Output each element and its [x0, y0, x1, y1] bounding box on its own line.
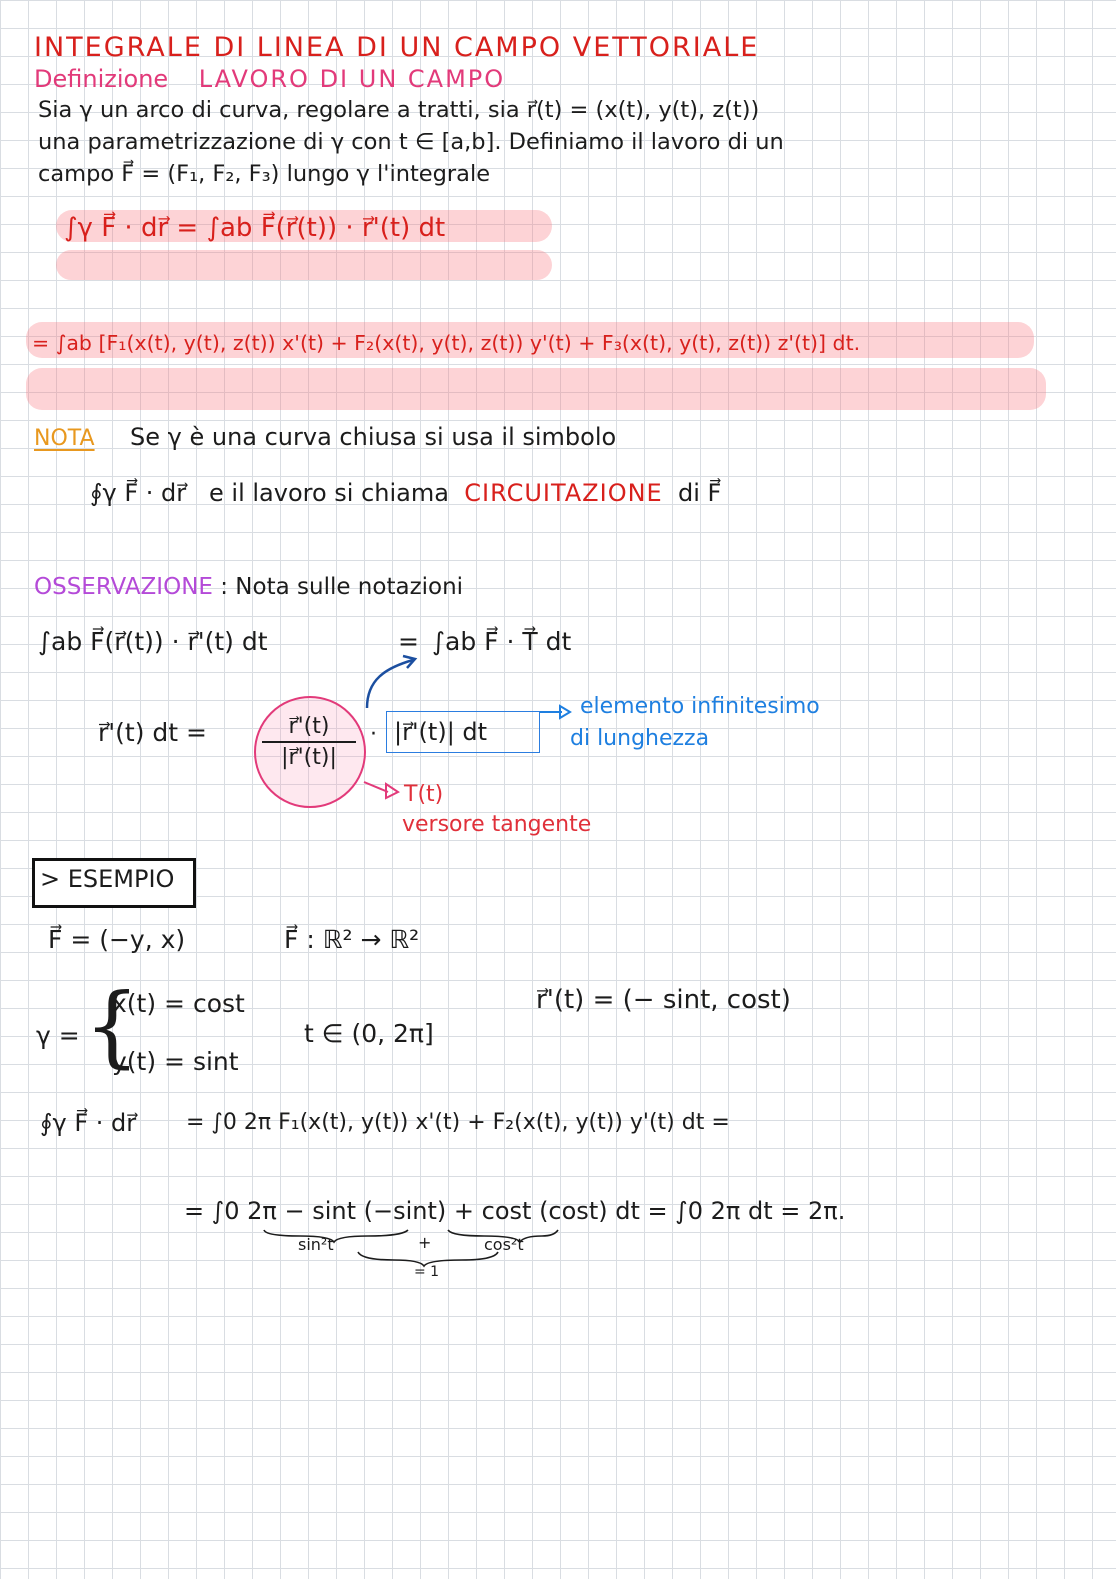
blue-note-line1: elemento infinitesimo [580, 694, 820, 719]
formula-highlight [56, 250, 552, 280]
arrow-right-icon [538, 702, 572, 722]
curved-arrow-icon [355, 650, 425, 710]
under-plus: + [418, 1233, 432, 1252]
work-integral-formula: ∫γ F⃗ · dr⃗ = ∫ab F⃗(r⃗(t)) · r⃗'(t) dt [64, 213, 446, 243]
r-prime: r⃗'(t) = (− sint, cost) [536, 985, 791, 1015]
example-field-map: F⃗ : ℝ² → ℝ² [284, 925, 420, 954]
observation-heading [34, 574, 463, 600]
blue-note-line2: di lunghezza [570, 726, 710, 751]
arrow-right-icon [362, 780, 402, 802]
observation-text: : Nota sulle notazioni [220, 574, 464, 600]
definition-topic: LAVORO DI UN CAMPO [198, 65, 506, 93]
example-line1: = ∫0 2π F₁(x(t), y(t)) x'(t) + F₂(x(t), y(t)) y'(t) dt = [186, 1110, 730, 1135]
gamma-label: γ = [36, 1021, 80, 1050]
nota-text2: e il lavoro si chiama [209, 479, 449, 507]
under-cos: cos²t [484, 1235, 524, 1254]
observation-eq2-left: r⃗'(t) dt = [98, 718, 207, 747]
pink-note-line1: T(t) [404, 782, 444, 807]
example-line2: = ∫0 2π − sint (−sint) + cost (cost) dt = ∫0 2π dt = 2π. [184, 1197, 846, 1225]
observation-eq-sign: = [398, 627, 419, 656]
t-range: t ∈ (0, 2π] [304, 1019, 434, 1048]
intro-line: campo F⃗ = (F₁, F₂, F₃) lungo γ l'integrale [38, 161, 491, 187]
closed-integral-symbol: ∮γ F⃗ · dr⃗ [90, 479, 187, 507]
page-title: INTEGRALE DI LINEA DI UN CAMPO VETTORIALE [34, 32, 760, 63]
nota-label: NOTA [34, 426, 95, 451]
observation-eq-right: ∫ab F⃗ · T⃗ dt [432, 627, 572, 656]
section-heading [34, 66, 505, 94]
nota-text3: di F⃗ [677, 479, 722, 507]
example-field: F⃗ = (−y, x) [48, 925, 186, 954]
definition-label: Definizione [34, 65, 169, 93]
arc-length-element: |r⃗'(t)| dt [394, 718, 488, 746]
fraction-bar [262, 741, 356, 743]
param-x: x(t) = cost [112, 989, 245, 1018]
intro-line: Sia γ un arco di curva, regolare a tratti, sia r⃗(t) = (x(t), y(t), z(t)) [38, 97, 760, 123]
fraction-numerator: r⃗'(t) [288, 714, 330, 739]
intro-line: una parametrizzazione di γ con t ∈ [a,b]. Definiamo il lavoro di un [38, 129, 784, 155]
dot-operator: · [370, 722, 377, 747]
under-one: = 1 [414, 1264, 440, 1280]
under-sin: sin²t [298, 1235, 334, 1254]
nota-text: Se γ è una curva chiusa si usa il simbolo [130, 423, 617, 451]
expanded-work-formula: = ∫ab [F₁(x(t), y(t), z(t)) x'(t) + F₂(x(t), y(t), z(t)) y'(t) + F₃(x(t), y(t), z(t)) z'(t)] dt. [32, 331, 861, 355]
nota-line [90, 480, 721, 508]
example-closed-integral: ∮γ F⃗ · dr⃗ [40, 1109, 137, 1137]
observation-eq-left: ∫ab F⃗(r⃗(t)) · r⃗'(t) dt [38, 627, 268, 656]
example-label: > ESEMPIO [40, 865, 175, 893]
pink-note-line2: versore tangente [402, 812, 592, 837]
circuitazione-term: CIRCUITAZIONE [464, 479, 663, 507]
tangent-fraction [262, 714, 356, 770]
param-y: y(t) = sint [112, 1047, 239, 1076]
fraction-denominator: |r⃗'(t)| [281, 745, 337, 770]
formula-highlight [26, 368, 1046, 410]
observation-label: OSSERVAZIONE [34, 574, 213, 600]
brace-icon: { [84, 974, 140, 1077]
